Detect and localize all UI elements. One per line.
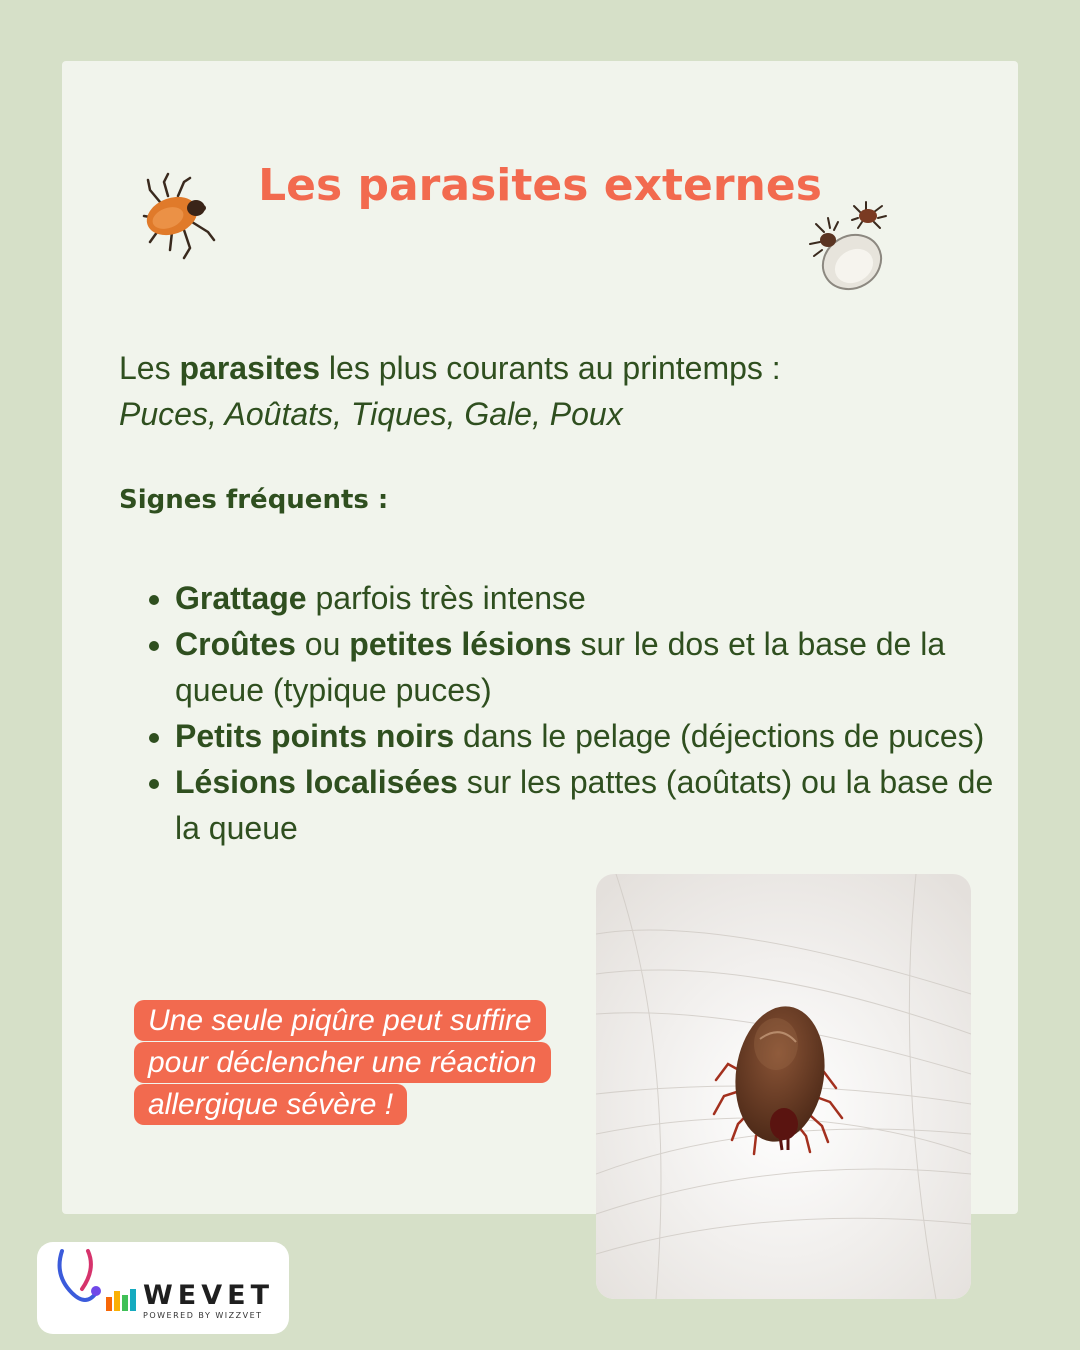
- callout-text: Une seule piqûre peut suffire pour déclencher une réaction allergique sévère !: [134, 1000, 551, 1125]
- logo-tagline: POWERED BY WIZZVET: [143, 1311, 263, 1320]
- intro-suffix: les plus courants au printemps :: [320, 350, 781, 386]
- tick-on-fur-image: [596, 874, 971, 1299]
- sign-bold: Grattage: [175, 580, 307, 616]
- list-item: [175, 621, 1025, 713]
- logo-name: WEVET: [143, 1280, 274, 1311]
- sign-text: parfois très intense: [306, 580, 586, 616]
- sign-text: ou: [295, 626, 350, 662]
- allergy-callout: [134, 1000, 564, 1126]
- sign-bold: Croûtes: [175, 626, 296, 662]
- tick-photo: [596, 874, 971, 1299]
- sign-text: sur les pattes (aoûtats) ou la base de la queue: [175, 764, 994, 846]
- sign-bold: Petits points noirs: [175, 718, 455, 754]
- intro-bold: parasites: [179, 350, 321, 386]
- list-item: [175, 713, 1025, 759]
- sign-text: sur le dos et la base de la queue (typique puces): [175, 626, 946, 708]
- signs-heading: Signes fréquents :: [119, 485, 389, 515]
- list-item: [175, 575, 1025, 621]
- page-title: Les parasites externes: [258, 160, 822, 211]
- signs-list: [135, 575, 1025, 851]
- parasite-list: Puces, Aoûtats, Tiques, Gale, Poux: [119, 396, 623, 432]
- sign-text: dans le pelage (déjections de puces): [454, 718, 985, 754]
- list-item: [175, 759, 1025, 851]
- sign-bold: petites lésions: [349, 626, 572, 662]
- intro-paragraph: [119, 345, 999, 437]
- tick-pair-icon: [808, 200, 894, 300]
- sign-bold: Lésions localisées: [175, 764, 458, 800]
- intro-prefix: Les: [119, 350, 180, 386]
- stethoscope-logo-icon: [52, 1245, 142, 1317]
